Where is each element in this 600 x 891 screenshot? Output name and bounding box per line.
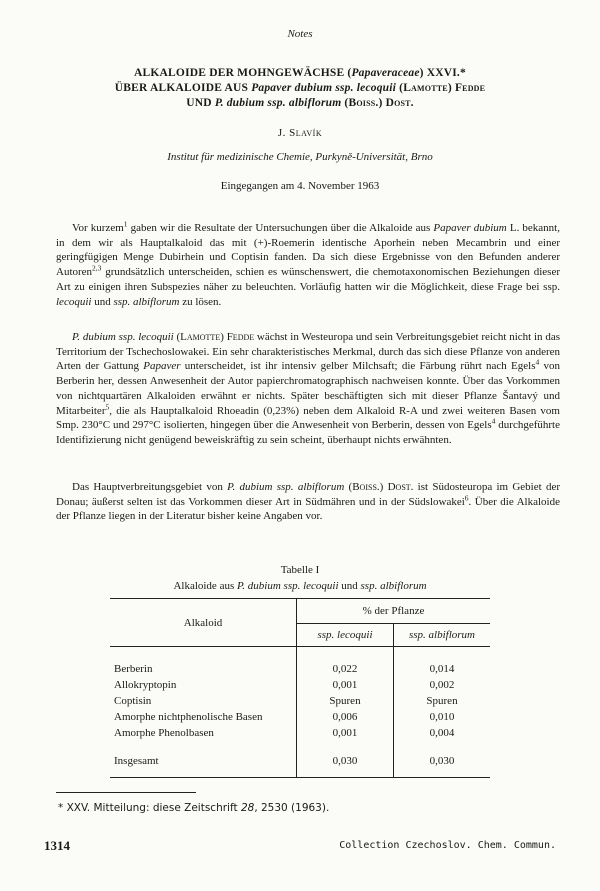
- page-number: 1314: [44, 838, 70, 853]
- alkaloid-name: Allokryptopin: [114, 679, 177, 691]
- title-line-2: [60, 81, 540, 96]
- table-row-total: [110, 755, 490, 778]
- text: , 2530 (1963).: [254, 802, 330, 814]
- table-row: [110, 709, 490, 725]
- title-text: ÜBER ALKALOIDE AUS: [114, 82, 252, 94]
- text: . Über die Alkaloide der Pflanze liegen in der Literatur bisher keine Angaben vor.: [56, 495, 560, 523]
- reference-mark: 4: [535, 357, 540, 367]
- italic-text: Papaver: [143, 360, 181, 373]
- title-smallcaps: Fedde: [454, 82, 486, 94]
- value-albiflorum: 0,010: [394, 709, 491, 725]
- running-header: Notes: [287, 28, 313, 40]
- text: Vor kurzem: [72, 222, 124, 234]
- italic-text: lecoquii: [56, 295, 92, 308]
- smallcaps-text: Lamotte: [180, 331, 221, 343]
- table-row: [110, 693, 490, 709]
- text: (: [173, 331, 181, 343]
- journal-name: Collection Czechoslov. Chem. Commun.: [339, 840, 556, 851]
- alkaloid-name: Amorphe nichtphenolische Basen: [114, 711, 263, 723]
- table-row: [110, 661, 490, 677]
- value-albiflorum: 0,004: [394, 725, 491, 741]
- title-italic: Papaveraceae: [351, 67, 420, 79]
- text: * XXV. Mitteilung: diese Zeitschrift: [58, 802, 241, 814]
- text: grundsätzlich unterscheiden, schien es wünschenswert, die chemotaxonomischen Beziehungen dieser Art zu einigen ihren Subspezies näher zu beleuchten. Vorläufig hatten wir die Möglichkeit, diese Frage bei ssp.: [56, 266, 560, 293]
- column-header-lecoquii: ssp. lecoquii: [297, 624, 394, 647]
- value-albiflorum: 0,014: [394, 661, 491, 677]
- title-line-1: [60, 66, 540, 81]
- author-name: J. Slavík: [277, 127, 323, 139]
- title-text: (: [341, 97, 349, 109]
- table-title: [0, 578, 600, 594]
- smallcaps-text: Boiss.: [352, 481, 380, 493]
- text: ): [220, 331, 227, 343]
- table-caption: [0, 562, 600, 594]
- title-text: ): [447, 82, 455, 94]
- table-label: Tabelle I: [280, 564, 320, 576]
- footnote-rule: [56, 792, 196, 793]
- title-italic: Papaver dubium ssp. lecoquii: [251, 82, 397, 94]
- smallcaps-text: L.: [509, 222, 520, 234]
- title-text: ): [378, 97, 386, 109]
- text: und: [91, 295, 114, 308]
- italic-text: Papaver dubium: [433, 222, 507, 234]
- italic-text: P. dubium ssp. lecoquii: [236, 580, 339, 592]
- total-label: Insgesamt: [110, 755, 297, 778]
- smallcaps-text: Dost.: [387, 481, 414, 493]
- total-albiflorum: 0,030: [394, 755, 491, 778]
- text: zu lösen.: [179, 295, 222, 308]
- column-header-alkaloid: Alkaloid: [110, 599, 297, 647]
- text: von Berberin her, dessen Anwesenheit der Autor papierchromatographisch nachweisen konnte. Über das Vorkommen von nichtquartären Alkaloiden erwähnt er nichts. Später beschäftigten sich mit dieser Pflanze Šantavý und Mitarbeiter: [56, 360, 560, 417]
- text: unterscheidet, ist ihr intensiv gelber Milchsaft; die Färbung rührt nach Egels: [180, 360, 536, 373]
- title-text: UND: [186, 97, 215, 109]
- text: Alkaloide aus: [173, 580, 237, 592]
- italic-text: P. dubium ssp. lecoquii: [72, 331, 174, 343]
- alkaloid-name: Berberin: [114, 663, 153, 675]
- table-row: [110, 677, 490, 693]
- alkaloid-name: Amorphe Phenolbasen: [114, 727, 214, 739]
- footnote: [58, 802, 329, 814]
- italic-text: ssp. albiflorum: [360, 580, 427, 592]
- text: ): [379, 481, 388, 493]
- title-text: (: [396, 82, 404, 94]
- text: durchgeführte Identifizierung nicht genügend beweiskräftig zu sein scheint, überhaupt nichts erwähnten.: [56, 419, 561, 446]
- value-lecoquii: 0,001: [297, 677, 394, 693]
- alkaloid-table: [110, 598, 490, 778]
- title-text: ) XXVI.*: [419, 67, 466, 79]
- reference-mark: 5: [105, 401, 110, 411]
- reference-mark: 6: [464, 493, 469, 503]
- value-lecoquii: Spuren: [297, 693, 394, 709]
- title-smallcaps: Boiss.: [348, 97, 379, 109]
- table-row: [110, 725, 490, 741]
- institution: Institut für medizinische Chemie, Purkyně-Universität, Brno: [167, 151, 433, 163]
- title-smallcaps: Dost.: [385, 97, 414, 109]
- text: wächst in Westeuropa und sein Verbreitungsgebiet reicht nicht in das Territorium der Tschechoslowakei. Ein sehr charakteristisches Merkmal, durch das sich diese Pflanze von anderen Arten der Gattung: [56, 331, 560, 373]
- paragraph-3: [56, 480, 560, 524]
- value-lecoquii: 0,001: [297, 725, 394, 741]
- reference-mark: 4: [491, 416, 496, 426]
- value-lecoquii: 0,022: [297, 661, 394, 677]
- title-line-3: [60, 96, 540, 111]
- paragraph-2: [56, 330, 560, 448]
- title-smallcaps: Lamotte: [403, 82, 448, 94]
- italic-text: 28: [240, 802, 255, 814]
- received-date: Eingegangen am 4. November 1963: [220, 180, 380, 192]
- alkaloid-name: Coptisin: [114, 695, 152, 707]
- smallcaps-text: Fedde: [226, 331, 255, 343]
- value-lecoquii: 0,006: [297, 709, 394, 725]
- title-text: ALKALOIDE DER MOHNGEWÄCHSE (: [134, 67, 352, 79]
- column-header-percent: % der Pflanze: [297, 599, 491, 624]
- column-header-albiflorum: ssp. albiflorum: [394, 624, 491, 647]
- text: bekannt, in dem wir als Hauptalkaloid das mit (+)-Roemerin identische Aporhein neben Mecambrin und einer geringfügigen Menge Dubirhein und Coptisin fanden. Da sich diese Ergebnisse von den Befunden anderer Autoren: [56, 222, 560, 279]
- paragraph-1: [56, 221, 560, 309]
- total-lecoquii: 0,030: [297, 755, 394, 778]
- article-title: [60, 66, 540, 111]
- reference-mark: 2,3: [92, 263, 102, 273]
- text: und: [338, 580, 361, 592]
- text: ist Südosteuropa im Gebiet der Donau; äußerst selten ist das Vorkommen dieser Art in Südmähren und in der Südslowakei: [56, 481, 560, 508]
- text: Das Hauptverbreitungsgebiet von: [72, 481, 228, 493]
- text: , die als Hauptalkaloid Rhoeadin (0,23%) neben dem Alkaloid R-A und zwei weiteren Basen vom Smp. 230°C und 297°C isolierten, hingegen über die Anwesenheit von Berberin, dessen von Egels: [56, 404, 560, 432]
- reference-mark: 1: [123, 219, 128, 229]
- text: gaben wir die Resultate der Untersuchungen über die Alkaloide aus: [127, 222, 434, 234]
- value-albiflorum: Spuren: [394, 693, 491, 709]
- value-albiflorum: 0,002: [394, 677, 491, 693]
- italic-text: ssp. albiflorum: [113, 295, 180, 308]
- title-italic: P. dubium ssp. albiflorum: [214, 97, 342, 109]
- text: (: [344, 481, 353, 493]
- italic-text: P. dubium ssp. albiflorum: [227, 481, 345, 493]
